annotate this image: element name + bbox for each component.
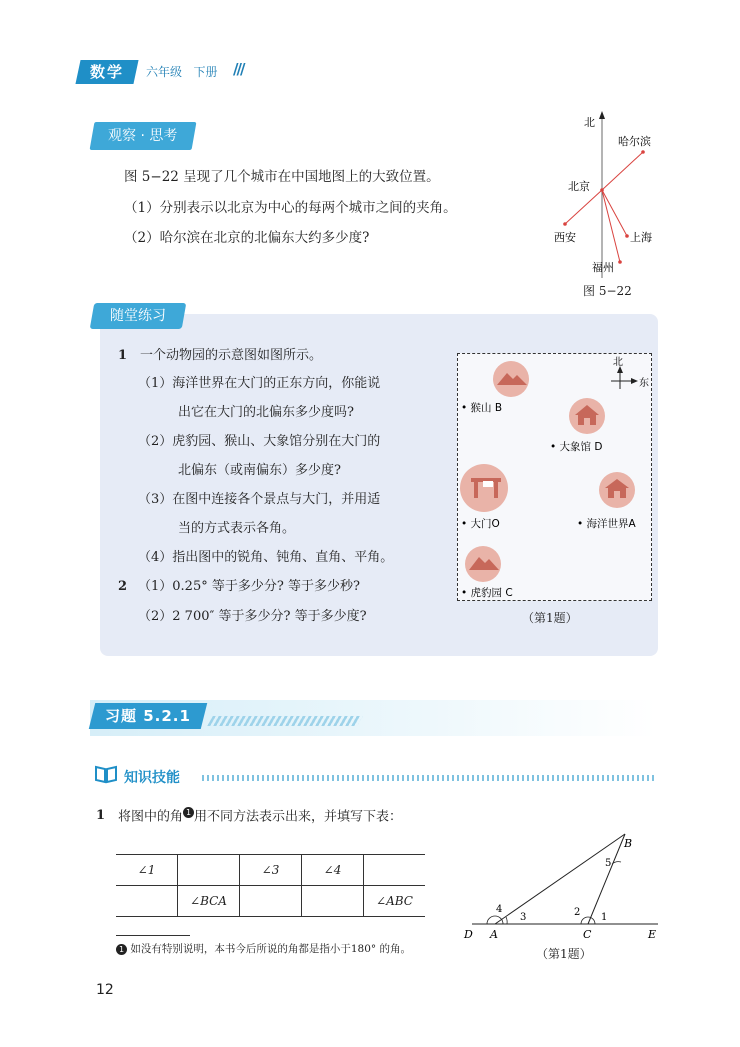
harbin-label: 哈尔滨: [618, 135, 651, 148]
xian-dot: [563, 222, 567, 226]
label-2: 2: [574, 907, 581, 918]
footnote-number-icon: 1: [116, 944, 127, 955]
label-B: B: [624, 837, 633, 850]
observe-q1: （1）分别表示以北京为中心的每两个城市之间的夹角。: [124, 200, 457, 216]
practice-1-q2a: （2）虎豹园、猴山、大象馆分别在大门的: [138, 434, 381, 449]
grade-info: [146, 63, 217, 80]
observe-q2: （2）哈尔滨在北京的北偏东大约多少度?: [124, 230, 370, 246]
gate-icon: [460, 464, 508, 512]
table-cell: ∠BCA: [178, 886, 240, 917]
footnote: [116, 941, 411, 956]
angle-table: [116, 854, 425, 917]
zoo-north-label: 北: [613, 357, 623, 368]
north-label: 北: [584, 116, 595, 129]
exercise-title-text: 习题 5.2.1: [105, 707, 191, 725]
observe-intro: 图 5−22 呈现了几个城市在中国地图上的大致位置。: [124, 169, 440, 185]
practice-2-q2: （2）2 700″ 等于多少分? 等于多少度?: [138, 609, 367, 624]
table-cell: ∠3: [240, 855, 302, 886]
table-cell[interactable]: [302, 886, 364, 917]
grade-label: 六年级: [146, 65, 183, 79]
xian-label: 西安: [554, 231, 576, 244]
book-icon: [94, 764, 118, 784]
practice-1-q4: （4）指出图中的锐角、钝角、直角、平角。: [138, 550, 394, 565]
exercise-stripe: [207, 716, 363, 726]
practice-1-intro: 一个动物园的示意图如图所示。: [140, 348, 323, 363]
header-slashes: ///: [233, 60, 244, 78]
table-cell[interactable]: [116, 886, 178, 917]
ocean-world-label: • 海洋世界A: [577, 518, 636, 530]
practice-label-text: 随堂练习: [110, 308, 166, 324]
elephant-house-door: [584, 418, 590, 425]
practice-1-q3a: （3）在图中连接各个景点与大门，并用适: [138, 492, 381, 507]
zoo-east-arrow: [631, 378, 638, 384]
dotted-divider: [202, 775, 656, 781]
table-cell[interactable]: [240, 886, 302, 917]
elephant-house-label: • 大象馆 D: [550, 441, 603, 453]
knowledge-skills-heading: 知识技能: [124, 770, 180, 786]
page-number: 12: [96, 982, 114, 998]
table-row: [116, 855, 425, 886]
beijing-dot: [600, 188, 604, 192]
exercise-1-text: [118, 807, 402, 825]
label-A: A: [490, 928, 498, 941]
volume-label: 下册: [193, 65, 218, 79]
city-map: [548, 110, 668, 282]
gate-post-right: [494, 482, 498, 498]
table-row: [116, 886, 425, 917]
exercise-1-text-before: 将图中的角: [118, 809, 184, 825]
table-cell: ∠1: [116, 855, 178, 886]
ray-fuzhou: [602, 190, 620, 262]
exercise-title: [89, 703, 207, 729]
observe-label: [90, 122, 197, 150]
practice-2-number: 2: [118, 579, 128, 594]
ray-harbin: [602, 152, 643, 190]
practice-1-q3b: 当的方式表示各角。: [178, 521, 296, 536]
shanghai-dot: [625, 234, 629, 238]
beijing-label: 北京: [568, 180, 590, 193]
shanghai-label: 上海: [630, 231, 652, 244]
practice-2-q1: （1）0.25° 等于多少分? 等于多少秒?: [138, 579, 360, 594]
line-CB: [588, 834, 625, 924]
label-D: D: [464, 928, 473, 941]
exercise-1-number: 1: [96, 808, 106, 823]
triangle-figure: [462, 830, 662, 948]
fuzhou-label: 福州: [592, 261, 614, 274]
practice-1-q1b: 出它在大门的北偏东多少度吗?: [178, 405, 354, 420]
city-map-caption: 图 5−22: [583, 284, 632, 298]
table-cell: ∠ABC: [364, 886, 426, 917]
exercise-1-text-after: 用不同方法表示出来，并填写下表：: [194, 809, 403, 825]
line-AB: [495, 834, 625, 924]
triangle-caption: （第1题）: [536, 947, 592, 961]
label-4: 4: [496, 904, 503, 915]
practice-label: [90, 303, 187, 329]
table-cell[interactable]: [364, 855, 426, 886]
label-E: E: [648, 928, 657, 941]
label-5: 5: [605, 858, 612, 869]
practice-1-q2b: 北偏东（或南偏东）多少度?: [178, 463, 341, 478]
zoo-map-caption: （第1题）: [522, 611, 578, 625]
zoo-east-label: 东: [639, 378, 649, 389]
ray-xian: [565, 190, 602, 224]
gate-sign: [483, 481, 493, 487]
tiger-garden-label: • 虎豹园 C: [461, 587, 513, 599]
ray-shanghai: [602, 190, 627, 236]
table-cell: ∠4: [302, 855, 364, 886]
label-1: 1: [601, 912, 608, 923]
practice-1-q1a: （1）海洋世界在大门的正东方向，你能说: [138, 376, 381, 391]
north-arrow: [599, 111, 605, 119]
observe-label-text: 观察 · 思考: [108, 128, 178, 144]
footnote-marker-icon: 1: [183, 807, 194, 818]
fuzhou-dot: [618, 260, 622, 264]
zoo-map-drawing: [457, 353, 652, 601]
subject-label: 数学: [89, 63, 124, 81]
gate-label: • 大门O: [461, 518, 500, 530]
gate-post-left: [474, 482, 478, 498]
harbin-dot: [641, 150, 645, 154]
arc-3: [506, 917, 507, 924]
label-3: 3: [520, 912, 527, 923]
footnote-text: 如没有特别说明，本书今后所说的角都是指小于180° 的角。: [130, 943, 411, 955]
label-C: C: [583, 928, 592, 941]
subject-tab: [75, 60, 138, 84]
footnote-divider: [116, 935, 190, 936]
table-cell[interactable]: [178, 855, 240, 886]
monkey-mountain-label: • 猴山 B: [461, 402, 503, 414]
practice-1-number: 1: [118, 348, 128, 363]
ocean-world-door: [614, 491, 620, 498]
